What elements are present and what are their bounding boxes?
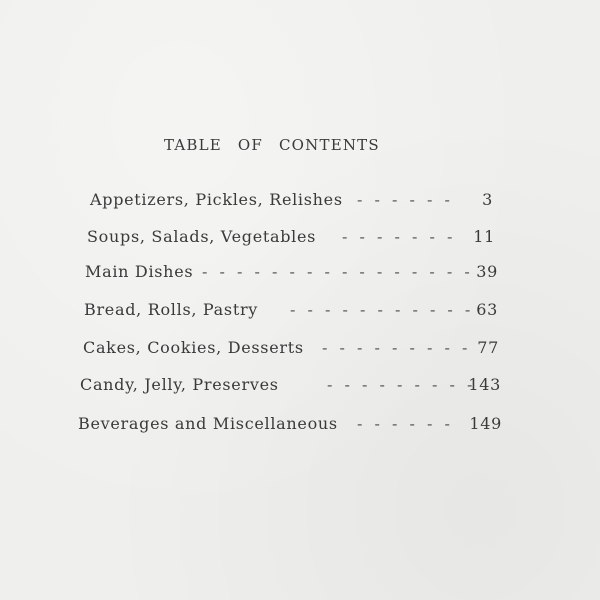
toc-entry-label: Candy, Jelly, Preserves (80, 375, 279, 394)
toc-entry-label: Appetizers, Pickles, Relishes (90, 190, 343, 209)
toc-entry-page-number: 11 (473, 227, 495, 246)
toc-entry-page-number: 63 (476, 300, 498, 319)
toc-entry-appetizers (0, 190, 600, 212)
toc-entry-label: Bread, Rolls, Pastry (84, 300, 259, 319)
toc-entry-soups (0, 227, 600, 249)
toc-entry-leader: - - - - - - - - - - - (290, 300, 474, 319)
toc-entry-label: Main Dishes (85, 262, 194, 281)
toc-entry-cakes (0, 338, 600, 360)
toc-entry-leader: - - - - - - (357, 190, 454, 209)
toc-entry-page-number: 149 (469, 414, 502, 433)
toc-entry-leader: - - - - - - (357, 414, 454, 433)
toc-entry-page-number: 143 (468, 375, 501, 394)
toc-entry-main-dishes (0, 262, 600, 284)
toc-entry-leader: - - - - - - - - - (322, 338, 471, 357)
toc-entry-label: Soups, Salads, Vegetables (87, 227, 317, 246)
toc-entry-bread (0, 300, 600, 322)
toc-entry-leader: - - - - - - - (342, 227, 456, 246)
toc-entry-beverages (0, 414, 600, 436)
page-title: TABLE OF CONTENTS (164, 136, 380, 154)
toc-entry-page-number: 39 (476, 262, 498, 281)
toc-entry-leader: - - - - - - - - - (327, 375, 476, 394)
toc-entry-candy (0, 375, 600, 397)
toc-entry-page-number: 77 (477, 338, 499, 357)
toc-entry-page-number: 3 (482, 190, 493, 209)
toc-entry-leader: - - - - - - - - - - - - - - - - (202, 262, 474, 281)
toc-entry-label: Beverages and Miscellaneous (78, 414, 338, 433)
toc-entry-label: Cakes, Cookies, Desserts (83, 338, 304, 357)
